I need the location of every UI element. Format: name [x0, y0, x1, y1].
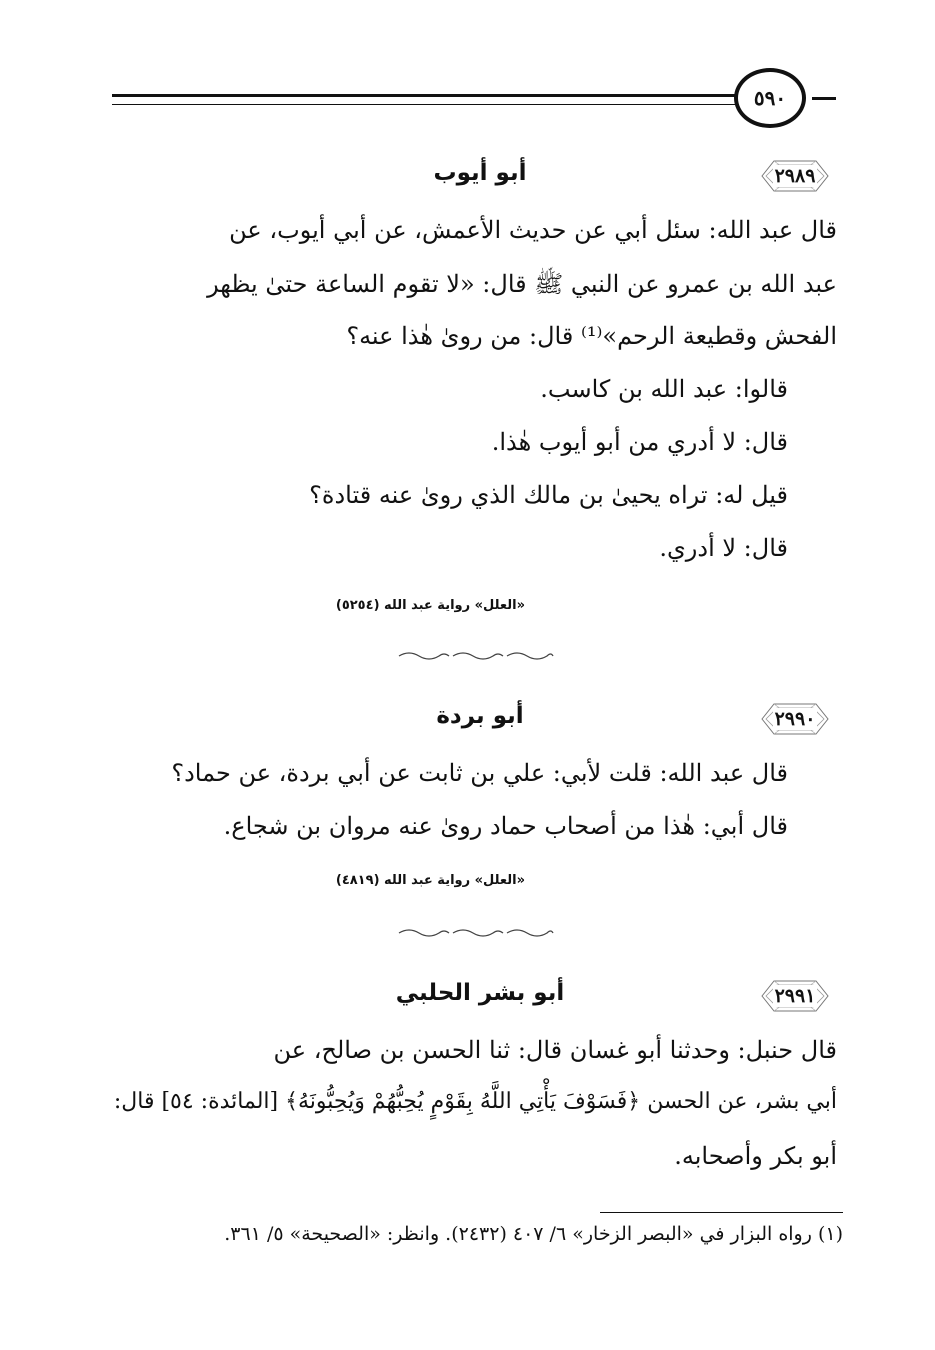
text-line: قال أبي: هٰذا من أصحاب حماد روىٰ عنه مروان بن شجاع.: [223, 812, 788, 840]
page-number: [734, 68, 806, 128]
text-line: الفحش وقطيعة الرحم»⁽¹⁾ قال: من روىٰ هٰذا عنه؟: [346, 322, 837, 350]
header-rule-tail: [812, 97, 836, 100]
entry-number-badge: [752, 156, 838, 196]
footnote-separator: [600, 1212, 843, 1213]
header-rule-thin: [112, 104, 742, 105]
entry-number-badge: [752, 699, 838, 739]
page-number-text: ٥٩٠: [753, 86, 787, 110]
text-line: قال: لا أدري من أبو أيوب هٰذا.: [491, 428, 788, 456]
footnote: (١) رواه البزار في «البصر الزخار» ٦/ ٤٠٧ (٢٤٣٢). وانظر: «الصحيحة» ٥/ ٣٦١.: [224, 1223, 843, 1245]
text-line: قال: لا أدري.: [659, 534, 788, 562]
entry-number: ٢٩٩٠: [774, 708, 816, 730]
section-divider-ornament-icon: [397, 927, 555, 939]
text-line: عبد الله بن عمرو عن النبي ﷺ قال: «لا تقوم الساعة حتىٰ يظهر: [207, 270, 837, 298]
entry-title: أبو بردة: [436, 703, 524, 729]
section-divider-ornament-icon: [397, 650, 555, 662]
text-line: قال عبد الله: سئل أبي عن حديث الأعمش، عن أبي أيوب، عن: [229, 216, 837, 244]
text-line: قالوا: عبد الله بن كاسب.: [540, 375, 788, 403]
text-line: قال حنبل: وحدثنا أبو غسان قال: ثنا الحسن بن صالح، عن: [273, 1036, 837, 1064]
text-line: أبي بشر، عن الحسن ﴿فَسَوْفَ يَأْتِي اللَّهُ بِقَوْمٍ يُحِبُّهُمْ وَيُحِبُّونَهُ﴾ [المائدة: ٥٤] قال:: [113, 1089, 837, 1114]
text-line: قال عبد الله: قلت لأبي: علي بن ثابت عن أبي بردة، عن حماد؟: [171, 759, 788, 787]
entry-title: أبو بشر الحلبي: [395, 980, 565, 1006]
entry-number: ٢٩٩١: [774, 985, 816, 1007]
entry-number-badge: [752, 976, 838, 1016]
text-line: قيل له: تراه يحيىٰ بن مالك الذي روىٰ عنه قتادة؟: [309, 481, 788, 509]
header-rule: [112, 94, 742, 97]
source-citation: «العلل» رواية عبد الله (٤٨١٩): [335, 873, 525, 888]
entry-title: أبو أيوب: [433, 160, 527, 186]
text-line: أبو بكر وأصحابه.: [674, 1142, 837, 1170]
entry-number: ٢٩٨٩: [774, 165, 816, 187]
source-citation: «العلل» رواية عبد الله (٥٢٥٤): [335, 598, 525, 613]
